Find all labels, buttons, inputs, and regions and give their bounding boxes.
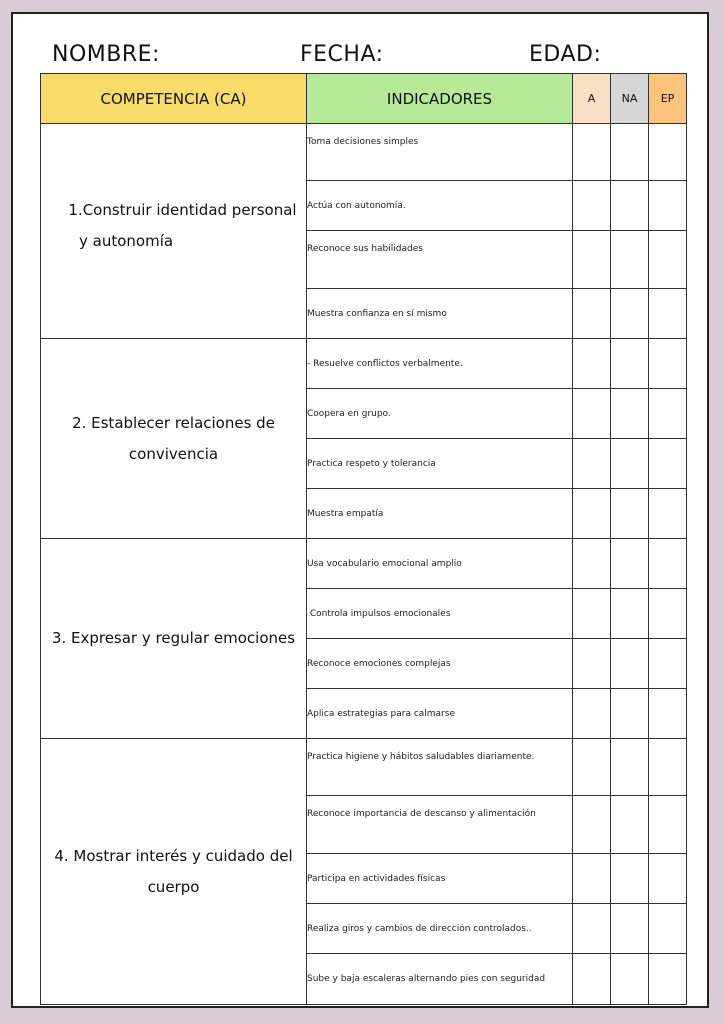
checkbox-na[interactable] bbox=[611, 489, 649, 539]
checkbox-ep[interactable] bbox=[649, 589, 687, 639]
checkbox-na[interactable] bbox=[611, 389, 649, 439]
indicador-cell: Actúa con autonomía. bbox=[307, 181, 573, 231]
checkbox-ep[interactable] bbox=[649, 439, 687, 489]
competencia-cell bbox=[41, 124, 307, 339]
checkbox-na[interactable] bbox=[611, 439, 649, 489]
checkbox-a[interactable] bbox=[573, 739, 611, 796]
checkbox-ep[interactable] bbox=[649, 539, 687, 589]
table-row bbox=[41, 539, 687, 589]
checkbox-na[interactable] bbox=[611, 124, 649, 181]
checkbox-a[interactable] bbox=[573, 181, 611, 231]
checkbox-a[interactable] bbox=[573, 489, 611, 539]
indicador-cell: Muestra empatía bbox=[307, 489, 573, 539]
checkbox-a[interactable] bbox=[573, 796, 611, 854]
worksheet-page bbox=[11, 12, 709, 1008]
checkbox-a[interactable] bbox=[573, 904, 611, 954]
indicador-cell: Reconoce importancia de descanso y alimentación bbox=[307, 796, 573, 854]
table-row bbox=[41, 124, 687, 181]
checkbox-na[interactable] bbox=[611, 339, 649, 389]
indicador-cell: Muestra confianza en sí mismo bbox=[307, 289, 573, 339]
indicador-cell: Practica respeto y tolerancia bbox=[307, 439, 573, 489]
table-row bbox=[41, 339, 687, 389]
indicador-cell: Sube y baja escaleras alternando pies con seguridad bbox=[307, 954, 573, 1005]
competencia-line: 1.Construir identidad personal bbox=[68, 201, 297, 219]
indicador-cell: Reconoce emociones complejas bbox=[307, 639, 573, 689]
date-label: FECHA: bbox=[300, 42, 384, 67]
checkbox-na[interactable] bbox=[611, 904, 649, 954]
checkbox-na[interactable] bbox=[611, 854, 649, 904]
checkbox-ep[interactable] bbox=[649, 124, 687, 181]
checkbox-a[interactable] bbox=[573, 231, 611, 289]
checkbox-ep[interactable] bbox=[649, 489, 687, 539]
checkbox-a[interactable] bbox=[573, 389, 611, 439]
checkbox-ep[interactable] bbox=[649, 689, 687, 739]
checkbox-ep[interactable] bbox=[649, 339, 687, 389]
checkbox-ep[interactable] bbox=[649, 639, 687, 689]
checkbox-ep[interactable] bbox=[649, 904, 687, 954]
checkbox-a[interactable] bbox=[573, 589, 611, 639]
checkbox-na[interactable] bbox=[611, 181, 649, 231]
indicador-cell: Aplica estrategias para calmarse bbox=[307, 689, 573, 739]
indicador-cell: Participa en actividades físicas bbox=[307, 854, 573, 904]
competencia-line: 4. Mostrar interés y cuidado del bbox=[54, 846, 293, 865]
checkbox-ep[interactable] bbox=[649, 289, 687, 339]
checkbox-a[interactable] bbox=[573, 339, 611, 389]
age-label: EDAD: bbox=[529, 42, 602, 67]
checkbox-ep[interactable] bbox=[649, 181, 687, 231]
checkbox-a[interactable] bbox=[573, 689, 611, 739]
checkbox-na[interactable] bbox=[611, 589, 649, 639]
checkbox-na[interactable] bbox=[611, 954, 649, 1005]
header-a: A bbox=[573, 74, 611, 124]
competencia-line: 2. Establecer relaciones de bbox=[72, 413, 275, 432]
checkbox-ep[interactable] bbox=[649, 796, 687, 854]
table-row bbox=[41, 739, 687, 796]
rubric-table bbox=[40, 73, 687, 1005]
indicador-cell: Controla impulsos emocionales bbox=[307, 589, 573, 639]
checkbox-ep[interactable] bbox=[649, 954, 687, 1005]
indicador-cell: Toma decisiones simples bbox=[307, 124, 573, 181]
competencia-line: 3. Expresar y regular emociones bbox=[51, 629, 296, 647]
competencia-cell bbox=[41, 539, 307, 739]
header-competencia: COMPETENCIA (CA) bbox=[41, 74, 307, 124]
checkbox-a[interactable] bbox=[573, 439, 611, 489]
table-header-row bbox=[41, 74, 687, 124]
checkbox-a[interactable] bbox=[573, 854, 611, 904]
checkbox-na[interactable] bbox=[611, 689, 649, 739]
header-indicadores: INDICADORES bbox=[307, 74, 573, 124]
checkbox-a[interactable] bbox=[573, 954, 611, 1005]
checkbox-ep[interactable] bbox=[649, 231, 687, 289]
competencia-line: convivencia bbox=[128, 444, 219, 463]
indicador-cell: Reconoce sus habilidades bbox=[307, 231, 573, 289]
indicador-cell: - Resuelve conflictos verbalmente. bbox=[307, 339, 573, 389]
checkbox-na[interactable] bbox=[611, 539, 649, 589]
checkbox-na[interactable] bbox=[611, 796, 649, 854]
indicador-cell: Coopera en grupo. bbox=[307, 389, 573, 439]
name-label: NOMBRE: bbox=[52, 42, 160, 67]
checkbox-na[interactable] bbox=[611, 639, 649, 689]
checkbox-ep[interactable] bbox=[649, 854, 687, 904]
checkbox-a[interactable] bbox=[573, 639, 611, 689]
indicador-cell: Practica higiene y hábitos saludables diariamente. bbox=[307, 739, 573, 796]
checkbox-ep[interactable] bbox=[649, 389, 687, 439]
checkbox-na[interactable] bbox=[611, 289, 649, 339]
header-ep: EP bbox=[649, 74, 687, 124]
competencia-line: cuerpo bbox=[147, 877, 200, 896]
checkbox-a[interactable] bbox=[573, 539, 611, 589]
competencia-cell bbox=[41, 739, 307, 1005]
checkbox-a[interactable] bbox=[573, 289, 611, 339]
competencia-line: y autonomía bbox=[79, 232, 174, 250]
checkbox-ep[interactable] bbox=[649, 739, 687, 796]
checkbox-na[interactable] bbox=[611, 231, 649, 289]
checkbox-a[interactable] bbox=[573, 124, 611, 181]
indicador-cell: Realiza giros y cambios de dirección controlados.. bbox=[307, 904, 573, 954]
checkbox-na[interactable] bbox=[611, 739, 649, 796]
header-na: NA bbox=[611, 74, 649, 124]
competencia-cell bbox=[41, 339, 307, 539]
indicador-cell: Usa vocabulario emocional amplio bbox=[307, 539, 573, 589]
